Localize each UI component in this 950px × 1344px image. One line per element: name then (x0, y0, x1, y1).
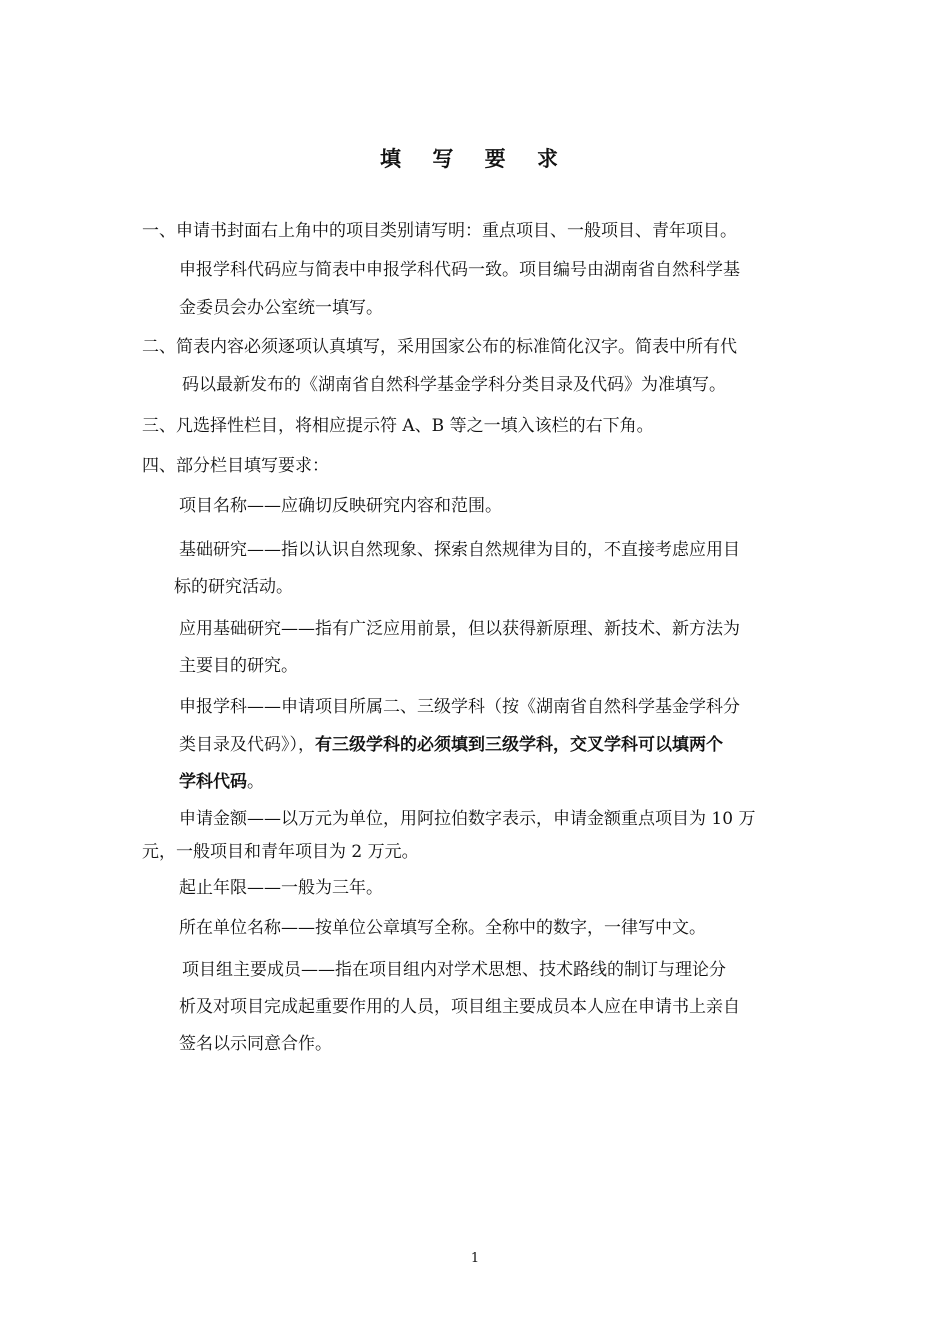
item-subject-line-3-bold: 学科代码 (179, 772, 247, 792)
page-number: 1 (470, 1251, 480, 1266)
section-3-line-1: 三、凡选择性栏目，将相应提示符 A、B 等之一填入该栏的右下角。 (142, 416, 654, 436)
item-amount-line-1: 申请金额——以万元为单位，用阿拉伯数字表示，申请金额重点项目为 10 万 (179, 809, 756, 829)
item-subject-line-2-normal: 类目录及代码》）， (179, 735, 315, 755)
item-basic-research-line-1: 基础研究——指以认识自然现象、探索自然规律为目的，不直接考虑应用目 (179, 540, 740, 560)
item-unit: 所在单位名称——按单位公章填写全称。全称中的数字，一律写中文。 (179, 918, 706, 938)
section-2-line-1: 二、简表内容必须逐项认真填写，采用国家公布的标准简化汉字。简表中所有代 (142, 337, 737, 357)
section-1-line-2: 申报学科代码应与简表中申报学科代码一致。项目编号由湖南省自然科学基 (179, 260, 740, 280)
item-members-line-2: 析及对项目完成起重要作用的人员，项目组主要成员本人应在申请书上亲自 (179, 997, 740, 1017)
item-period: 起止年限——一般为三年。 (179, 878, 383, 898)
item-basic-research-line-2: 标的研究活动。 (174, 577, 293, 597)
item-applied-research-line-1: 应用基础研究——指有广泛应用前景，但以获得新原理、新技术、新方法为 (179, 619, 740, 639)
item-members-line-1: 项目组主要成员——指在项目组内对学术思想、技术路线的制订与理论分 (182, 960, 726, 980)
item-members-line-3: 签名以示同意合作。 (179, 1034, 332, 1054)
page-title: 填 写 要 求 (380, 147, 570, 171)
section-1-line-3: 金委员会办公室统一填写。 (179, 298, 383, 318)
item-subject-line-1: 申报学科——申请项目所属二、三级学科（按《湖南省自然科学基金学科分 (179, 697, 740, 717)
item-subject-line-2 (179, 733, 723, 757)
item-subject-line-3 (179, 770, 264, 794)
item-applied-research-line-2: 主要目的研究。 (179, 656, 298, 676)
section-2-line-2: 码以最新发布的《湖南省自然科学基金学科分类目录及代码》为准填写。 (182, 375, 726, 395)
item-project-name: 项目名称——应确切反映研究内容和范围。 (179, 496, 502, 516)
section-1-line-1: 一、申请书封面右上角中的项目类别请写明：重点项目、一般项目、青年项目。 (142, 221, 737, 241)
item-amount-line-2: 元，一般项目和青年项目为 2 万元。 (142, 842, 419, 862)
item-subject-line-2-bold: 有三级学科的必须填到三级学科，交叉学科可以填两个 (315, 735, 723, 755)
item-subject-line-3-normal: 。 (247, 772, 264, 792)
section-4-line-1: 四、部分栏目填写要求： (142, 456, 329, 476)
